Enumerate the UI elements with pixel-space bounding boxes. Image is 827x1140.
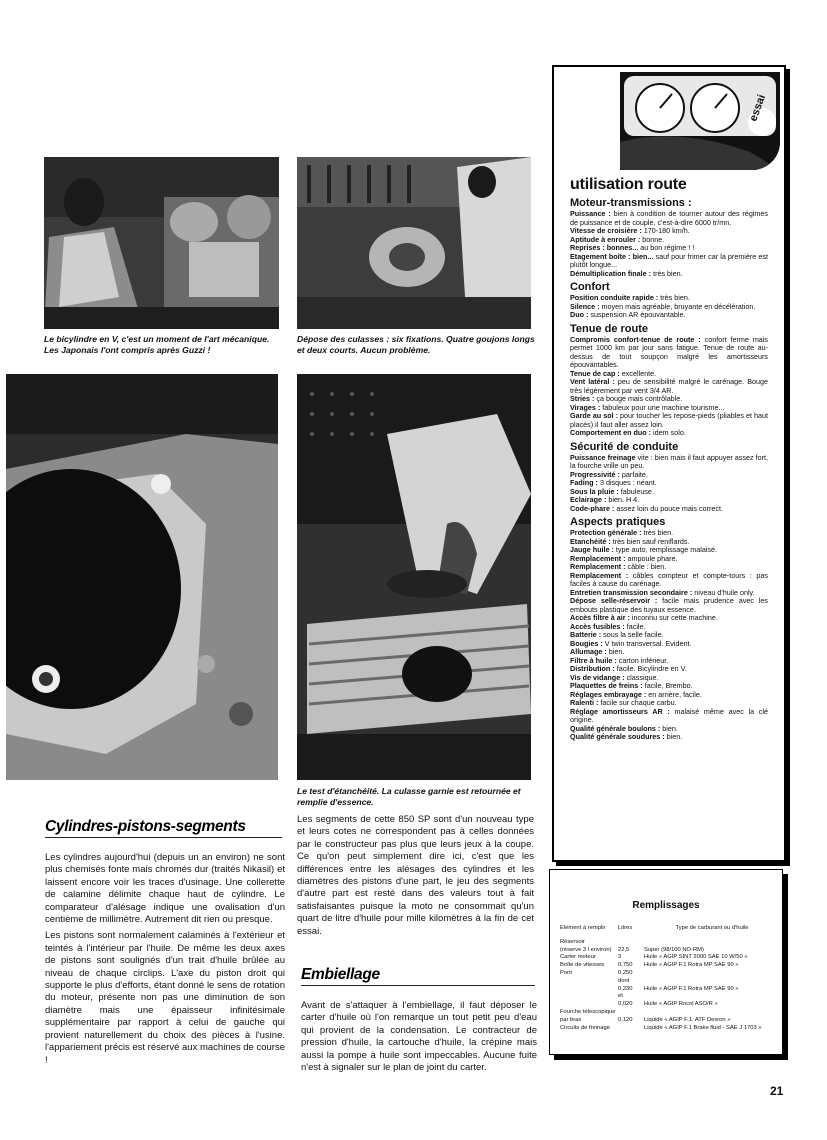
table-cell: [560, 1001, 618, 1009]
sidebar-item-label: Garde au sol :: [570, 411, 618, 420]
sidebar-item-text: 170-180 km/h.: [641, 226, 690, 235]
sidebar-item-label: Remplacement :: [570, 562, 626, 571]
table-cell: Huile « AGIP F.1 Rotra MP SAE 90 »: [644, 985, 739, 992]
sidebar-item-label: Distribution :: [570, 664, 615, 673]
sidebar-item-label: Remplacement :: [570, 553, 626, 563]
sidebar-title: utilisation route: [570, 176, 687, 193]
table-cell: [618, 1009, 644, 1017]
sidebar-item-label: Etanchéité :: [570, 536, 611, 546]
table-cell: [618, 1025, 644, 1033]
table-cell: 0,230: [618, 985, 633, 992]
remplissages-title: Remplissages: [632, 900, 700, 911]
table-cell: [618, 939, 644, 947]
sidebar-content: [570, 176, 768, 742]
sidebar-item-text: très bien.: [651, 268, 683, 278]
caption-photo1: Le bicylindre en V, c'est un moment de l'art mécanique. Les Japonais l'ont compris après Guzzi !: [44, 334, 270, 355]
table-cell: par bras: [560, 1016, 582, 1023]
sidebar-item-text: ça bouge mais contrôlable.: [594, 394, 683, 403]
sidebar-item-label: Vent latéral :: [570, 377, 615, 386]
sidebar-item: [570, 454, 768, 471]
sidebar-item-text: suspension AR épouvantable.: [588, 310, 686, 319]
sidebar-item-text: bien.: [660, 723, 678, 733]
sidebar-item: [570, 336, 768, 370]
table-row: [560, 978, 780, 986]
sidebar-item-text: peu de sensibilité malgré le carénage. Bouge très légèrement par vent 3/4 AR.: [570, 377, 769, 395]
sidebar-item-label: Compromis confort-tenue de route :: [570, 334, 701, 344]
table-row: [560, 1017, 780, 1025]
article1-paragraph: Les pistons sont normalement calaminés à l'extérieur et teintés à l'intérieur par l'huile. De même les deux axes de pistons sont soulignés d'un trait d'huile brûlée au niveau de chaque circlips. L'axe du piston droit qui supporte le plus d'efforts, étant donné le sens de rotation du moteur, présente non pas une diminution de son diamètre mais une épaisseur infinitésimale supplémentaire par rapport à celui de gauche qui provient naturellement du choix des pièces à l'usine. l'appariement précis est réservé aux machines de course !: [45, 930, 285, 1066]
table-cell: Huile « AGIP Rocol ASO/R »: [644, 1001, 718, 1008]
table-row: [560, 939, 780, 947]
sidebar-item: [570, 253, 768, 270]
sidebar-item-label: Sous la pluie :: [570, 486, 619, 496]
sidebar-item: [570, 429, 768, 438]
table-cell: et: [618, 993, 623, 1000]
table-cell: [560, 993, 618, 1001]
sidebar-item-label: Allumage :: [570, 647, 607, 656]
sidebar-item-label: Remplacement :: [570, 570, 629, 580]
sidebar-item-text: sauf pour frimer car la première est plutôt longue...: [570, 251, 768, 269]
sidebar-item-text: classique.: [624, 672, 659, 682]
sidebar-section-heading: Aspects pratiques: [570, 516, 666, 528]
remplissages-header-row: [560, 925, 780, 933]
table-cell: dont: [618, 977, 630, 984]
header-type: Type de carburant ou d'huile: [675, 925, 749, 931]
table-row: [560, 954, 780, 962]
badge-label: essai: [747, 93, 769, 123]
gauge-badge: [620, 72, 780, 170]
sidebar-section-heading: Sécurité de conduite: [570, 440, 679, 453]
article1-body: [45, 852, 285, 1071]
sidebar-item-label: Aptitude à enrouler :: [570, 234, 641, 244]
table-cell: (réserve 3 l environ): [560, 946, 612, 953]
sidebar-item-text: vite : bien mais il faut appuyer assez fort, la fourche vrille un peu.: [570, 452, 768, 470]
sidebar-item-label: Tenue de cap :: [570, 368, 620, 378]
sidebar-item-label: Vis de vidange :: [570, 672, 625, 682]
sidebar-item-label: Démultiplication finale :: [570, 268, 652, 278]
table-cell: [560, 978, 618, 986]
sidebar-item-label: Stries :: [570, 394, 595, 403]
table-row: [560, 970, 780, 978]
header-litres: Litres: [618, 925, 633, 931]
sidebar-item-text: pour toucher les repose-pieds (pliables et haut placés) il faut aller assez loin.: [570, 411, 768, 429]
sidebar-item-label: Fading :: [570, 478, 598, 487]
article2-body: Avant de s'attaquer à l'embiellage, il faut déposer le carter d'huile où l'on remarque un tout petit peu d'eau qui provient de la condensation. Le contracteur de pression d'huile, la cartouche d'huile, la crépine mais aussi la pompe à huile sont impeccables. Aucune fuite n'est à signaler sur le plan de joint du carter.: [301, 1000, 537, 1074]
sidebar-item-text: très bien.: [658, 293, 690, 302]
sidebar-item-text: type auto, remplissage malaisé.: [613, 545, 718, 554]
sidebar-item-text: assez loin du pouce mais correct.: [614, 503, 723, 513]
sidebar-item-label: Qualité générale soudures :: [570, 732, 665, 741]
article1-title-rule: [45, 837, 282, 838]
sidebar-item: [570, 572, 768, 589]
sidebar-item-label: Duo :: [570, 310, 589, 319]
table-row: [560, 993, 780, 1001]
sidebar-item-label: Jauge huile :: [570, 545, 614, 554]
sidebar-sections: [570, 197, 768, 742]
table-cell: 22,5: [618, 946, 630, 953]
table-cell: [644, 993, 780, 1001]
sidebar-item-text: confort ferme mais permet 1000 km par jour sans fatigue. Tenue de route au-dessus de tout soupçon malgré les amortisseurs épouvantables.: [570, 334, 768, 369]
sidebar-item-label: Reprises : bonnes...: [570, 243, 639, 252]
table-cell: 3: [618, 954, 622, 961]
sidebar-item: [570, 708, 768, 725]
table-cell: [644, 1009, 780, 1017]
sidebar-item-text: au bon régime ! !: [638, 243, 695, 252]
sidebar-item-text: bien.: [664, 732, 683, 741]
sidebar-item-text: très bien.: [641, 528, 674, 537]
sidebar-item-label: Puissance freinage: [570, 452, 636, 462]
sidebar-item-label: Virages :: [570, 402, 601, 412]
sidebar-item-label: Réglage amortisseurs AR :: [570, 706, 670, 716]
table-row: [560, 947, 780, 955]
sidebar-item-label: Entretien transmission secondaire :: [570, 587, 693, 597]
sidebar-item: [570, 378, 768, 395]
table-row: [560, 1009, 780, 1017]
photo-mechanic-engine: [44, 157, 279, 329]
article2-title-rule: [301, 985, 535, 986]
article1-title: Cylindres-pistons-segments: [45, 818, 246, 835]
table-cell: [644, 939, 780, 947]
sidebar-item-label: Puissance :: [570, 209, 611, 218]
header-element: Elément à remplir: [560, 925, 606, 931]
remplissages-rows: [560, 939, 780, 1033]
photo-cylinder-head-removal: [297, 157, 531, 329]
sidebar-item: [570, 210, 768, 227]
table-cell: [644, 970, 780, 978]
table-cell: Huile « AGIP SINT 2000 SAE 10 W/50 »: [644, 954, 748, 961]
table-cell: Huile « AGIP F.1 Rotra MP SAE 90 »: [644, 962, 739, 969]
sidebar-item-label: Réglages embrayage :: [570, 689, 647, 699]
sidebar-item-label: Eclairage :: [570, 495, 607, 504]
table-cell: 0,020: [618, 1001, 633, 1008]
sidebar-item-text: facile sur chaque carbu.: [598, 698, 677, 707]
sidebar-item-text: V twin transversal. Evident.: [602, 638, 692, 648]
sidebar-item-text: carton inférieur.: [616, 655, 669, 665]
sidebar-item-label: Qualité générale boulons :: [570, 723, 661, 733]
table-cell: [644, 978, 780, 986]
table-cell: Liquide « AGIP F.1 Brake fluid - SAE J 1703 »: [644, 1024, 762, 1031]
table-cell: Fourche télescopique: [560, 1008, 616, 1015]
table-cell: 0,120: [618, 1016, 633, 1023]
sidebar-item-label: Progressivité :: [570, 469, 620, 479]
table-row: [560, 1001, 780, 1009]
sidebar-item-text: bien.: [606, 647, 625, 656]
sidebar-item-text: inconnu sur cette machine.: [629, 613, 718, 622]
sidebar-item-label: Accès fusibles :: [570, 621, 625, 631]
table-cell: Boîte de vitesses: [560, 962, 605, 969]
sidebar-item: [570, 412, 768, 429]
sidebar-item-label: Comportement en duo :: [570, 428, 652, 437]
sidebar-item-text: fabuleux pour une machine tourisme...: [600, 402, 725, 412]
table-cell: Carter moteur: [560, 954, 596, 961]
sidebar-item-text: en arrière, facile.: [646, 689, 702, 699]
sidebar-section-heading: Tenue de route: [570, 322, 649, 335]
sidebar-item-text: parfaite.: [619, 469, 648, 479]
sidebar-item-text: niveau d'huile only.: [692, 587, 755, 597]
sidebar-item-label: Position conduite rapide :: [570, 293, 659, 302]
sidebar-item-text: moyen mais agréable, bruyante en décélération.: [599, 301, 756, 311]
table-cell: Circuits de freinage: [560, 1024, 610, 1031]
table-cell: [560, 986, 618, 994]
sidebar-item-label: Batterie :: [570, 630, 602, 639]
table-cell: 0,750: [618, 962, 633, 969]
sidebar-item-text: facile. Bicylindre en V.: [614, 664, 687, 673]
sidebar-item-text: bien à condition de tourner autour des régimes de puissance et de couple, c'est-à-dire 6000 tr/mn.: [570, 209, 768, 227]
table-row: [560, 962, 780, 970]
article1-paragraph: Les cylindres aujourd'hui (depuis un an environ) ne sont plus chemisés fonte mais chromés dur (traités Nikasil) et laissent encore voir les traces d'usinage. Une collerette de calamine délimite chaque haut de cylindre. Le comparateur d'alésage indique une ovalisation d'un centième de millimètre. Autrement dit rien ou presque.: [45, 852, 285, 926]
table-row: [560, 1025, 780, 1033]
caption-photo4: Le test d'étanchéité. La culasse garnie est retournée et remplie d'essence.: [297, 786, 521, 807]
article1-continuation: Les segments de cette 850 SP sont d'un nouveau type et leurs cotes ne correspondent pas à celles données par le constructeur pas plus que leurs jeux à la coupe. Ce qu'on peut simplement dire ici, c'est que les différences entre les alésages des cylindres et les diamètres des pistons d'une part, le jeu des segments d'autre part est resté dans des valeurs tout à fait satisfaisantes puisque la moto ne consommait qu'un quart de litre d'huile pour mille kilomètres à la fin de cet essai.: [297, 814, 534, 937]
sidebar-item-label: Protection générale :: [570, 528, 642, 537]
remplissages-box: [549, 869, 783, 1055]
sidebar-item-text: ampoule phare.: [625, 553, 678, 563]
sidebar-item: [570, 505, 768, 514]
table-cell: Super (98/100 NO-RM): [644, 946, 704, 953]
article2-title: Embiellage: [301, 966, 380, 983]
sidebar-item-label: Etagement boîte : bien...: [570, 251, 654, 261]
sidebar-item-text: câbles compteur et compte-tours : pas faciles à cause du carénage.: [570, 570, 768, 588]
caption-photo2: Dépose des culasses : six fixations. Quatre goujons longs et deux courts. Aucun problème.: [297, 334, 535, 355]
sidebar-item-text: bonne.: [640, 234, 665, 244]
sidebar-item-label: Plaquettes de freins :: [570, 681, 643, 690]
sidebar-item: [570, 270, 768, 279]
sidebar-item-label: Ralenti :: [570, 698, 599, 707]
sidebar-item-text: bien. H 4.: [606, 495, 640, 504]
sidebar-item-text: idem solo.: [651, 428, 686, 437]
sidebar-item-text: malaisé même avec la clé origine.: [570, 706, 768, 724]
sidebar-item-label: Filtre à huile :: [570, 655, 617, 665]
table-cell: Pont: [560, 969, 572, 976]
sidebar-section-heading: Moteur-transmissions :: [570, 197, 692, 209]
sidebar-item-label: Accès filtre à air :: [570, 613, 630, 622]
table-cell: 0,250: [618, 969, 633, 976]
page-number: 21: [770, 1084, 784, 1098]
sidebar-section-heading: Confort: [570, 281, 610, 293]
sidebar-item-text: facile.: [624, 621, 646, 631]
sidebar-item: [570, 733, 768, 742]
sidebar-item-label: Bougies :: [570, 638, 603, 648]
photo-leak-test: [297, 374, 531, 780]
sidebar-item-text: très bien sauf reniflards.: [610, 536, 690, 546]
sidebar-item-text: sous la selle facile.: [601, 630, 664, 639]
sidebar-item-label: Vitesse de croisière :: [570, 226, 642, 235]
sidebar-item-text: 3 disques : néant.: [597, 478, 657, 487]
sidebar-item: [570, 311, 768, 320]
remplissages-table: [560, 925, 780, 1032]
photo-cylinder-closeup: [6, 374, 278, 780]
table-cell: Réservoir: [560, 938, 585, 945]
table-row: [560, 986, 780, 994]
table-cell: Liquide « AGIP F.1. ATF Dexron »: [644, 1016, 731, 1023]
sidebar-item-text: excellente.: [619, 368, 657, 378]
sidebar-item-text: facile mais prudence avec les embouts plastique des tuyaux essence.: [570, 596, 769, 614]
sidebar-item-label: Silence :: [570, 301, 600, 311]
sidebar-item-label: Dépose selle-réservoir :: [570, 596, 658, 605]
sidebar-item-label: Code-phare :: [570, 503, 615, 513]
sidebar-item-text: câble : bien.: [625, 562, 667, 571]
sidebar-item-text: fabuleuse.: [618, 486, 654, 496]
sidebar-item: [570, 597, 768, 614]
sidebar-item-text: facile, Brembo.: [642, 681, 693, 690]
